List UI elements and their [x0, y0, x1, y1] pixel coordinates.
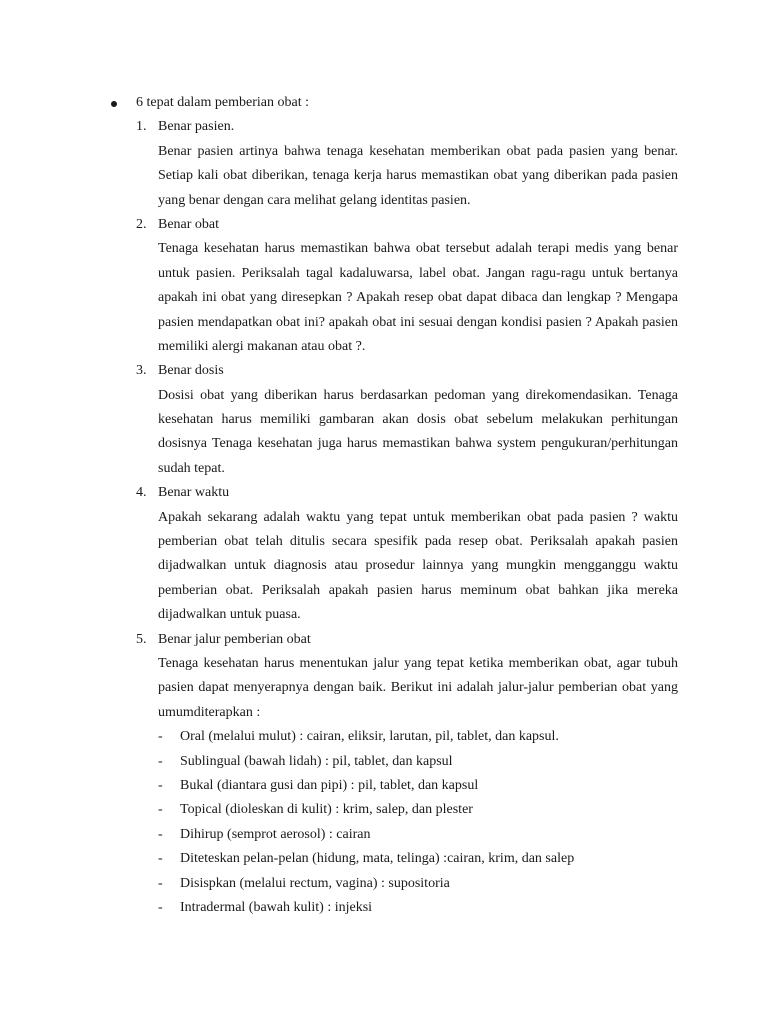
route-text: Sublingual (bawah lidah) : pil, tablet, dan kapsul: [180, 753, 453, 769]
item-title: Benar dosis: [158, 363, 224, 379]
paragraph-line: dosisnya Tenaga kesehatan juga harus memastikan bahwa system pengukuran/perhitungan: [158, 436, 678, 452]
list-item-4-body: [108, 506, 678, 628]
paragraph-line: Setiap kali obat diberikan, tenaga kerja harus memastikan obat yang diberikan pada pasien: [158, 168, 678, 184]
list-item-5-body: [108, 652, 678, 725]
list-item-1-title: [108, 115, 678, 139]
list-item-2-body: [108, 237, 678, 359]
list-item-4-title: [108, 481, 678, 505]
paragraph-line: pasien mendapatkan obat ini? apakah obat ini sesuai dengan kondisi pasien ? Apakah pasien: [158, 314, 678, 330]
item-number: 2.: [136, 216, 147, 232]
list-item-1-body: [108, 140, 678, 213]
paragraph-line: pasien dapat menyerapnya dengan baik. Berikut ini adalah jalur-jalur pemberian obat yang: [158, 680, 678, 696]
paragraph-line: pemberian obat. Periksalah apakah pasien harus meminum obat bahkan jika mereka: [158, 582, 678, 598]
route-text: Diteteskan pelan-pelan (hidung, mata, telinga) :cairan, krim, dan salep: [180, 851, 575, 867]
item-title: Benar pasien.: [158, 119, 235, 135]
bullet-heading: [108, 91, 678, 115]
paragraph-line: dijadwalkan untuk puasa.: [158, 607, 301, 623]
list-item-2-title: [108, 213, 678, 237]
paragraph-line: yang benar dengan cara melihat gelang identitas pasien.: [158, 192, 471, 208]
paragraph-line: untuk pasien. Periksalah tagal kadaluwarsa, label obat. Jangan ragu-ragu untuk bertanya: [158, 265, 678, 281]
item-number: 5.: [136, 631, 147, 647]
route-text: Disispkan (melalui rectum, vagina) : supositoria: [180, 875, 450, 891]
dash-marker: -: [158, 753, 163, 769]
heading-text: 6 tepat dalam pemberian obat :: [136, 95, 309, 110]
dash-marker: -: [158, 826, 163, 842]
paragraph-line: pemberian obat telah ditulis secara spesifik pada resep obat. Periksalah apakah pasien: [158, 534, 678, 550]
document-content: [108, 91, 678, 920]
paragraph-line: kesehatan harus memiliki gambaran akan dosis obat sebelum melakukan perhitungan: [158, 412, 678, 428]
paragraph-line: Apakah sekarang adalah waktu yang tepat untuk memberikan obat pada pasien ? waktu: [158, 509, 678, 525]
item-title: Benar jalur pemberian obat: [158, 631, 311, 647]
item-number: 4.: [136, 485, 147, 501]
route-item-diteteskan: [108, 847, 678, 871]
paragraph-line: Benar pasien artinya bahwa tenaga kesehatan memberikan obat pada pasien yang benar.: [158, 143, 678, 159]
route-item-bukal: [108, 774, 678, 798]
paragraph-line: Tenaga kesehatan harus memastikan bahwa obat tersebut adalah terapi medis yang benar: [158, 241, 678, 257]
list-item-3-title: [108, 359, 678, 383]
route-text: Topical (dioleskan di kulit) : krim, salep, dan plester: [180, 802, 473, 818]
paragraph-line: sudah tepat.: [158, 460, 225, 476]
item-title: Benar waktu: [158, 485, 230, 501]
dash-marker: -: [158, 729, 163, 745]
route-item-dihirup: [108, 823, 678, 847]
dash-marker: -: [158, 875, 163, 891]
paragraph-line: Dosisi obat yang diberikan harus berdasarkan pedoman yang direkomendasikan. Tenaga: [158, 387, 678, 403]
route-item-disispkan: [108, 872, 678, 896]
dash-marker: -: [158, 851, 163, 867]
list-item-5-title: [108, 628, 678, 652]
route-text: Intradermal (bawah kulit) : injeksi: [180, 899, 373, 915]
dash-marker: -: [158, 899, 163, 915]
paragraph-line: umumditerapkan :: [158, 704, 261, 720]
paragraph-line: memiliki alergi makanan atau obat ?.: [158, 338, 366, 354]
list-item-3-body: [108, 384, 678, 482]
route-text: Bukal (diantara gusi dan pipi) : pil, tablet, dan kapsul: [180, 777, 479, 793]
route-item-oral: [108, 725, 678, 749]
route-item-sublingual: [108, 750, 678, 774]
route-text: Dihirup (semprot aerosol) : cairan: [180, 826, 371, 842]
item-number: 1.: [136, 119, 147, 135]
route-item-topical: [108, 798, 678, 822]
dash-marker: -: [158, 777, 163, 793]
bullet-dot-icon: [111, 101, 117, 107]
paragraph-line: Tenaga kesehatan harus menentukan jalur yang tepat ketika memberikan obat, agar tubuh: [158, 655, 678, 671]
item-number: 3.: [136, 363, 147, 379]
paragraph-line: apakah ini obat yang diresepkan ? Apakah resep obat dapat dibaca dan lengkap ? Mengapa: [158, 290, 678, 306]
dash-marker: -: [158, 802, 163, 818]
paragraph-line: dijadwalkan untuk diagnosis atau prosedur lainnya yang mungkin mengganggu waktu: [158, 558, 678, 574]
route-text: Oral (melalui mulut) : cairan, eliksir, larutan, pil, tablet, dan kapsul.: [180, 729, 559, 745]
item-title: Benar obat: [158, 216, 220, 232]
route-item-intradermal: [108, 896, 678, 920]
